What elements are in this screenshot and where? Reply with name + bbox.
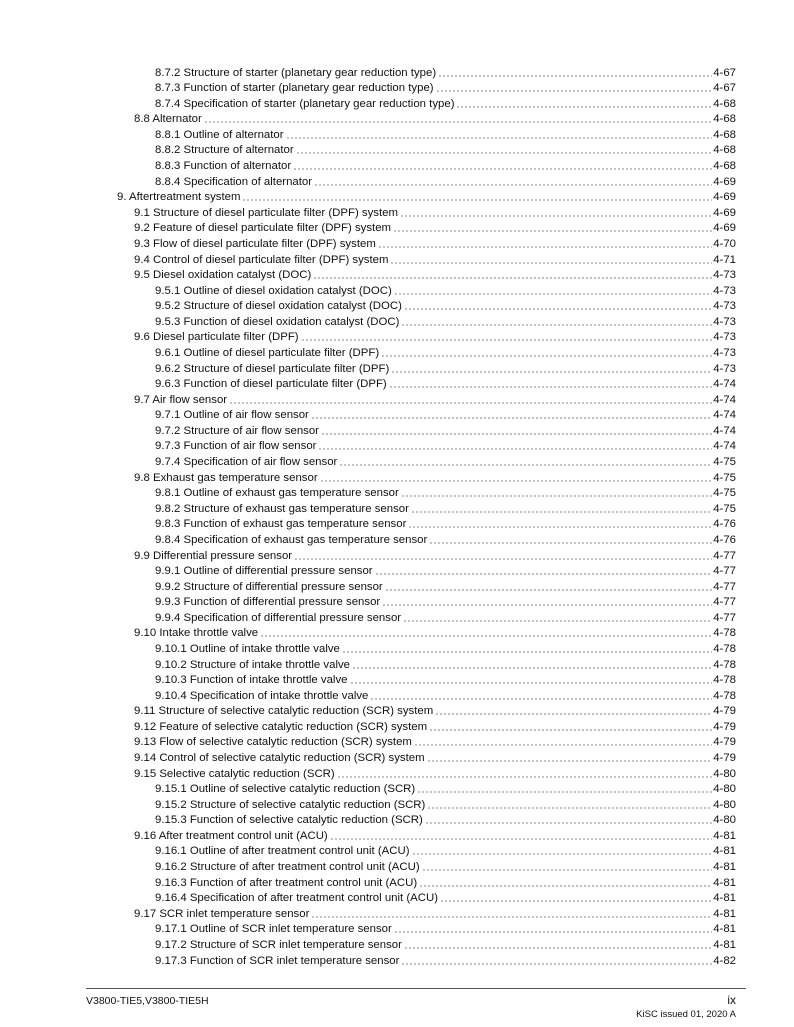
toc-entry-page: 4-80 <box>713 783 736 796</box>
toc-dot-leader <box>342 651 712 653</box>
toc-entry[interactable] <box>0 453 794 469</box>
toc-entry[interactable] <box>0 282 794 298</box>
toc-dot-leader <box>401 963 712 965</box>
toc-entry[interactable] <box>0 313 794 329</box>
toc-dot-leader <box>404 947 712 949</box>
toc-dot-leader <box>242 199 712 201</box>
toc-dot-leader <box>301 339 713 341</box>
toc-dot-leader <box>394 293 712 295</box>
toc-entry-page: 4-81 <box>713 876 736 889</box>
toc-entry[interactable] <box>0 781 794 797</box>
toc-entry-title: 9.9.1 Outline of differential pressure sensor <box>155 565 373 578</box>
toc-entry-title: 9.7.3 Function of air flow sensor <box>155 440 317 453</box>
table-of-contents <box>0 64 794 968</box>
toc-dot-leader <box>381 355 712 357</box>
toc-dot-leader <box>204 121 712 123</box>
toc-entry-page: 4-75 <box>713 471 736 484</box>
toc-entry-page: 4-68 <box>713 113 736 126</box>
toc-entry[interactable] <box>0 64 794 80</box>
toc-entry[interactable] <box>0 235 794 251</box>
toc-entry[interactable] <box>0 204 794 220</box>
footer-page-number: ix <box>727 993 736 1007</box>
toc-entry-title: 8.8.1 Outline of alternator <box>155 128 284 141</box>
toc-entry[interactable] <box>0 656 794 672</box>
toc-entry-title: 9.8.2 Structure of exhaust gas temperature sensor <box>155 502 409 515</box>
toc-entry-title: 9.7.4 Specification of air flow sensor <box>155 456 338 469</box>
toc-entry-title: 9.5.3 Function of diesel oxidation catalyst (DOC) <box>155 315 400 328</box>
toc-entry[interactable] <box>0 376 794 392</box>
toc-entry-page: 4-79 <box>713 705 736 718</box>
toc-entry-title: 9.6.2 Structure of diesel particulate filter (DPF) <box>155 362 390 375</box>
toc-entry-page: 4-70 <box>713 237 736 250</box>
toc-entry[interactable] <box>0 267 794 283</box>
toc-entry-title: 9.5.1 Outline of diesel oxidation catalyst (DOC) <box>155 284 392 297</box>
toc-dot-leader <box>419 885 712 887</box>
toc-dot-leader <box>382 604 712 606</box>
toc-entry-title: 9.13 Flow of selective catalytic reduction (SCR) system <box>134 736 412 749</box>
toc-entry-page: 4-82 <box>713 954 736 967</box>
toc-entry[interactable] <box>0 329 794 345</box>
toc-dot-leader <box>403 620 712 622</box>
toc-entry-title: 9.9.4 Specification of differential pressure sensor <box>155 611 402 624</box>
toc-entry-title: 9.10.2 Structure of intake throttle valve <box>155 658 351 671</box>
toc-entry[interactable] <box>0 625 794 641</box>
toc-dot-leader <box>320 480 713 482</box>
toc-entry[interactable] <box>0 718 794 734</box>
toc-entry-page: 4-78 <box>713 689 736 702</box>
toc-dot-leader <box>411 511 712 513</box>
toc-dot-leader <box>296 152 713 154</box>
toc-entry-title: 8.7.4 Specification of starter (planetary gear reduction type) <box>155 97 455 110</box>
toc-entry-page: 4-73 <box>713 284 736 297</box>
toc-dot-leader <box>339 464 712 466</box>
toc-entry-page: 4-69 <box>713 206 736 219</box>
footer-issue-info: KiSC issued 01, 2020 A <box>636 1009 736 1020</box>
footer-model-name: V3800-TIE5,V3800-TIE5H <box>86 995 209 1007</box>
toc-entry-title: 9.10.4 Specification of intake throttle valve <box>155 689 369 702</box>
toc-entry-page: 4-77 <box>713 580 736 593</box>
toc-dot-leader <box>330 838 712 840</box>
toc-dot-leader <box>438 75 712 77</box>
toc-dot-leader <box>429 542 712 544</box>
toc-dot-leader <box>314 184 712 186</box>
toc-entry[interactable] <box>0 469 794 485</box>
toc-entry-title: 9.7 Air flow sensor <box>134 393 228 406</box>
toc-dot-leader <box>375 573 713 575</box>
toc-dot-leader <box>429 729 712 731</box>
toc-entry[interactable] <box>0 531 794 547</box>
toc-entry-page: 4-67 <box>713 82 736 95</box>
toc-entry-title: 8.8.3 Function of alternator <box>155 160 292 173</box>
toc-entry-page: 4-68 <box>713 144 736 157</box>
toc-entry-page: 4-68 <box>713 128 736 141</box>
toc-entry-page: 4-78 <box>713 658 736 671</box>
toc-entry[interactable] <box>0 734 794 750</box>
toc-entry[interactable] <box>0 298 794 314</box>
toc-entry-title: 9.15.3 Function of selective catalytic reduction (SCR) <box>155 814 423 827</box>
toc-entry-page: 4-69 <box>713 222 736 235</box>
toc-entry-page: 4-78 <box>713 674 736 687</box>
toc-dot-leader <box>385 589 712 591</box>
toc-entry-title: 9.8.3 Function of exhaust gas temperature sensor <box>155 518 407 531</box>
toc-dot-leader <box>408 526 712 528</box>
toc-entry-title: 9.8.1 Outline of exhaust gas temperature sensor <box>155 487 399 500</box>
toc-entry-page: 4-74 <box>713 424 736 437</box>
toc-entry-page: 4-73 <box>713 331 736 344</box>
toc-entry-page: 4-77 <box>713 549 736 562</box>
toc-dot-leader <box>436 90 713 92</box>
toc-entry[interactable] <box>0 485 794 501</box>
toc-entry-page: 4-78 <box>713 642 736 655</box>
toc-entry-page: 4-69 <box>713 175 736 188</box>
toc-entry-page: 4-77 <box>713 596 736 609</box>
toc-entry-page: 4-77 <box>713 565 736 578</box>
toc-entry-page: 4-81 <box>713 892 736 905</box>
toc-entry-title: 9.14 Control of selective catalytic reduction (SCR) system <box>134 752 425 765</box>
toc-entry-title: 9.16.4 Specification of after treatment control unit (ACU) <box>155 892 439 905</box>
toc-entry-title: 9.16.1 Outline of after treatment control unit (ACU) <box>155 845 410 858</box>
toc-entry-title: 9.11 Structure of selective catalytic reduction (SCR) system <box>134 705 434 718</box>
toc-entry[interactable] <box>0 516 794 532</box>
toc-entry-page: 4-69 <box>713 191 736 204</box>
toc-entry-page: 4-79 <box>713 736 736 749</box>
toc-entry[interactable] <box>0 765 794 781</box>
toc-dot-leader <box>456 106 712 108</box>
toc-entry-page: 4-81 <box>713 938 736 951</box>
toc-entry[interactable] <box>0 827 794 843</box>
toc-dot-leader <box>229 402 712 404</box>
toc-entry-page: 4-74 <box>713 393 736 406</box>
toc-entry-title: 8.8.4 Specification of alternator <box>155 175 313 188</box>
toc-dot-leader <box>350 682 713 684</box>
toc-entry-title: 8.8.2 Structure of alternator <box>155 144 294 157</box>
toc-entry-page: 4-81 <box>713 829 736 842</box>
toc-entry-title: 9.1 Structure of diesel particulate filter (DPF) system <box>134 206 398 219</box>
toc-entry[interactable] <box>0 890 794 906</box>
toc-entry[interactable] <box>0 95 794 111</box>
toc-dot-leader <box>440 900 712 902</box>
toc-entry-title: 9.8.4 Specification of exhaust gas temperature sensor <box>155 533 428 546</box>
toc-entry[interactable] <box>0 126 794 142</box>
toc-entry[interactable] <box>0 80 794 96</box>
toc-entry-title: 8.7.2 Structure of starter (planetary gear reduction type) <box>155 66 437 79</box>
toc-entry-page: 4-81 <box>713 861 736 874</box>
toc-entry[interactable] <box>0 640 794 656</box>
toc-entry[interactable] <box>0 703 794 719</box>
toc-entry-title: 9.10 Intake throttle valve <box>134 627 259 640</box>
toc-entry-title: 9.9 Differential pressure sensor <box>134 549 293 562</box>
toc-entry-title: 9.9.2 Structure of differential pressure sensor <box>155 580 383 593</box>
toc-entry-page: 4-78 <box>713 627 736 640</box>
toc-entry-title: 9.4 Control of diesel particulate filter (DPF) system <box>134 253 389 266</box>
toc-entry-title: 9.9.3 Function of differential pressure sensor <box>155 596 381 609</box>
toc-entry[interactable] <box>0 142 794 158</box>
toc-entry-page: 4-79 <box>713 720 736 733</box>
toc-entry[interactable] <box>0 952 794 968</box>
toc-entry-title: 9.5.2 Structure of diesel oxidation catalyst (DOC) <box>155 300 402 313</box>
toc-dot-leader <box>294 558 712 560</box>
toc-entry-page: 4-74 <box>713 409 736 422</box>
toc-dot-leader <box>286 137 713 139</box>
toc-entry-title: 9.5 Diesel oxidation catalyst (DOC) <box>134 269 312 282</box>
toc-dot-leader <box>393 230 712 232</box>
toc-dot-leader <box>422 869 713 871</box>
toc-entry-page: 4-73 <box>713 346 736 359</box>
toc-dot-leader <box>401 495 712 497</box>
toc-entry-title: 9.16 After treatment control unit (ACU) <box>134 829 328 842</box>
toc-entry[interactable] <box>0 220 794 236</box>
toc-entry-page: 4-80 <box>713 767 736 780</box>
toc-entry-title: 9.6.1 Outline of diesel particulate filter (DPF) <box>155 346 380 359</box>
toc-entry-title: 9.3 Flow of diesel particulate filter (DPF) system <box>134 237 376 250</box>
toc-dot-leader <box>400 215 712 217</box>
toc-entry-page: 4-79 <box>713 752 736 765</box>
toc-dot-leader <box>417 791 712 793</box>
toc-entry-title: 9.17.3 Function of SCR inlet temperature sensor <box>155 954 400 967</box>
toc-dot-leader <box>435 713 712 715</box>
toc-entry[interactable] <box>0 189 794 205</box>
toc-entry-page: 4-68 <box>713 97 736 110</box>
toc-entry[interactable] <box>0 344 794 360</box>
toc-dot-leader <box>414 744 712 746</box>
toc-entry[interactable] <box>0 672 794 688</box>
toc-entry-page: 4-81 <box>713 907 736 920</box>
toc-entry-page: 4-73 <box>713 315 736 328</box>
toc-entry-title: 9.17.1 Outline of SCR inlet temperature sensor <box>155 923 392 936</box>
toc-entry-page: 4-80 <box>713 814 736 827</box>
toc-dot-leader <box>311 417 712 419</box>
toc-entry-page: 4-67 <box>713 66 736 79</box>
toc-entry[interactable] <box>0 173 794 189</box>
toc-entry-page: 4-75 <box>713 487 736 500</box>
toc-dot-leader <box>404 308 712 310</box>
toc-entry[interactable] <box>0 422 794 438</box>
toc-entry-page: 4-77 <box>713 611 736 624</box>
toc-entry-title: 9.7.2 Structure of air flow sensor <box>155 424 319 437</box>
toc-entry[interactable] <box>0 812 794 828</box>
toc-dot-leader <box>401 324 712 326</box>
toc-entry-title: 9.7.1 Outline of air flow sensor <box>155 409 309 422</box>
toc-entry[interactable] <box>0 796 794 812</box>
toc-entry[interactable] <box>0 905 794 921</box>
toc-entry-title: 9.15.1 Outline of selective catalytic reduction (SCR) <box>155 783 416 796</box>
toc-dot-leader <box>425 822 712 824</box>
toc-entry-title: 9.2 Feature of diesel particulate filter (DPF) system <box>134 222 392 235</box>
toc-entry[interactable] <box>0 843 794 859</box>
toc-entry[interactable] <box>0 251 794 267</box>
toc-entry-title: 9.6 Diesel particulate filter (DPF) <box>134 331 299 344</box>
toc-entry-page: 4-73 <box>713 362 736 375</box>
toc-dot-leader <box>337 776 712 778</box>
toc-entry[interactable] <box>0 157 794 173</box>
toc-entry-title: 9.17.2 Structure of SCR inlet temperature sensor <box>155 938 402 951</box>
toc-entry[interactable] <box>0 438 794 454</box>
toc-dot-leader <box>391 371 712 373</box>
toc-entry-page: 4-68 <box>713 160 736 173</box>
toc-entry[interactable] <box>0 547 794 563</box>
toc-entry[interactable] <box>0 407 794 423</box>
toc-dot-leader <box>352 667 712 669</box>
toc-entry-title: 9.16.3 Function of after treatment control unit (ACU) <box>155 876 418 889</box>
toc-entry-title: 9.6.3 Function of diesel particulate filter (DPF) <box>155 378 387 391</box>
toc-entry[interactable] <box>0 594 794 610</box>
toc-entry-page: 4-75 <box>713 456 736 469</box>
toc-entry[interactable] <box>0 500 794 516</box>
toc-entry[interactable] <box>0 921 794 937</box>
toc-entry-title: 9.17 SCR inlet temperature sensor <box>134 907 310 920</box>
toc-dot-leader <box>427 760 713 762</box>
toc-dot-leader <box>311 916 712 918</box>
toc-entry-page: 4-76 <box>713 518 736 531</box>
toc-dot-leader <box>378 246 712 248</box>
toc-entry[interactable] <box>0 858 794 874</box>
toc-dot-leader <box>321 433 712 435</box>
toc-dot-leader <box>293 168 712 170</box>
toc-entry-title: 9.10.1 Outline of intake throttle valve <box>155 642 340 655</box>
toc-entry[interactable] <box>0 936 794 952</box>
toc-entry-title: 9.8 Exhaust gas temperature sensor <box>134 471 318 484</box>
toc-entry-title: 8.7.3 Function of starter (planetary gear reduction type) <box>155 82 434 95</box>
toc-entry-title: 9.10.3 Function of intake throttle valve <box>155 674 348 687</box>
toc-entry-page: 4-74 <box>713 378 736 391</box>
toc-entry[interactable] <box>0 687 794 703</box>
toc-dot-leader <box>370 698 712 700</box>
toc-entry-title: 9.15 Selective catalytic reduction (SCR) <box>134 767 335 780</box>
toc-entry[interactable] <box>0 749 794 765</box>
toc-dot-leader <box>412 853 713 855</box>
toc-entry-page: 4-71 <box>713 253 736 266</box>
toc-dot-leader <box>313 277 712 279</box>
toc-dot-leader <box>318 448 712 450</box>
toc-entry-page: 4-74 <box>713 440 736 453</box>
toc-entry-title: 9. Aftertreatment system <box>117 191 241 204</box>
toc-entry[interactable] <box>0 874 794 890</box>
toc-entry-page: 4-76 <box>713 533 736 546</box>
toc-entry[interactable] <box>0 578 794 594</box>
toc-dot-leader <box>390 262 712 264</box>
toc-dot-leader <box>389 386 712 388</box>
toc-dot-leader <box>394 931 712 933</box>
toc-entry[interactable] <box>0 391 794 407</box>
footer-divider <box>86 988 746 989</box>
toc-dot-leader <box>260 635 712 637</box>
toc-entry[interactable] <box>0 360 794 376</box>
toc-entry-page: 4-80 <box>713 798 736 811</box>
toc-entry[interactable] <box>0 563 794 579</box>
toc-entry-title: 9.16.2 Structure of after treatment control unit (ACU) <box>155 861 420 874</box>
toc-entry-title: 8.8 Alternator <box>134 113 202 126</box>
toc-entry-page: 4-81 <box>713 845 736 858</box>
toc-entry-page: 4-73 <box>713 269 736 282</box>
toc-entry[interactable] <box>0 609 794 625</box>
toc-entry[interactable] <box>0 111 794 127</box>
toc-entry-title: 9.15.2 Structure of selective catalytic reduction (SCR) <box>155 798 426 811</box>
toc-entry-title: 9.12 Feature of selective catalytic reduction (SCR) system <box>134 720 428 733</box>
toc-entry-page: 4-81 <box>713 923 736 936</box>
toc-entry-page: 4-73 <box>713 300 736 313</box>
toc-dot-leader <box>427 807 712 809</box>
toc-entry-page: 4-75 <box>713 502 736 515</box>
